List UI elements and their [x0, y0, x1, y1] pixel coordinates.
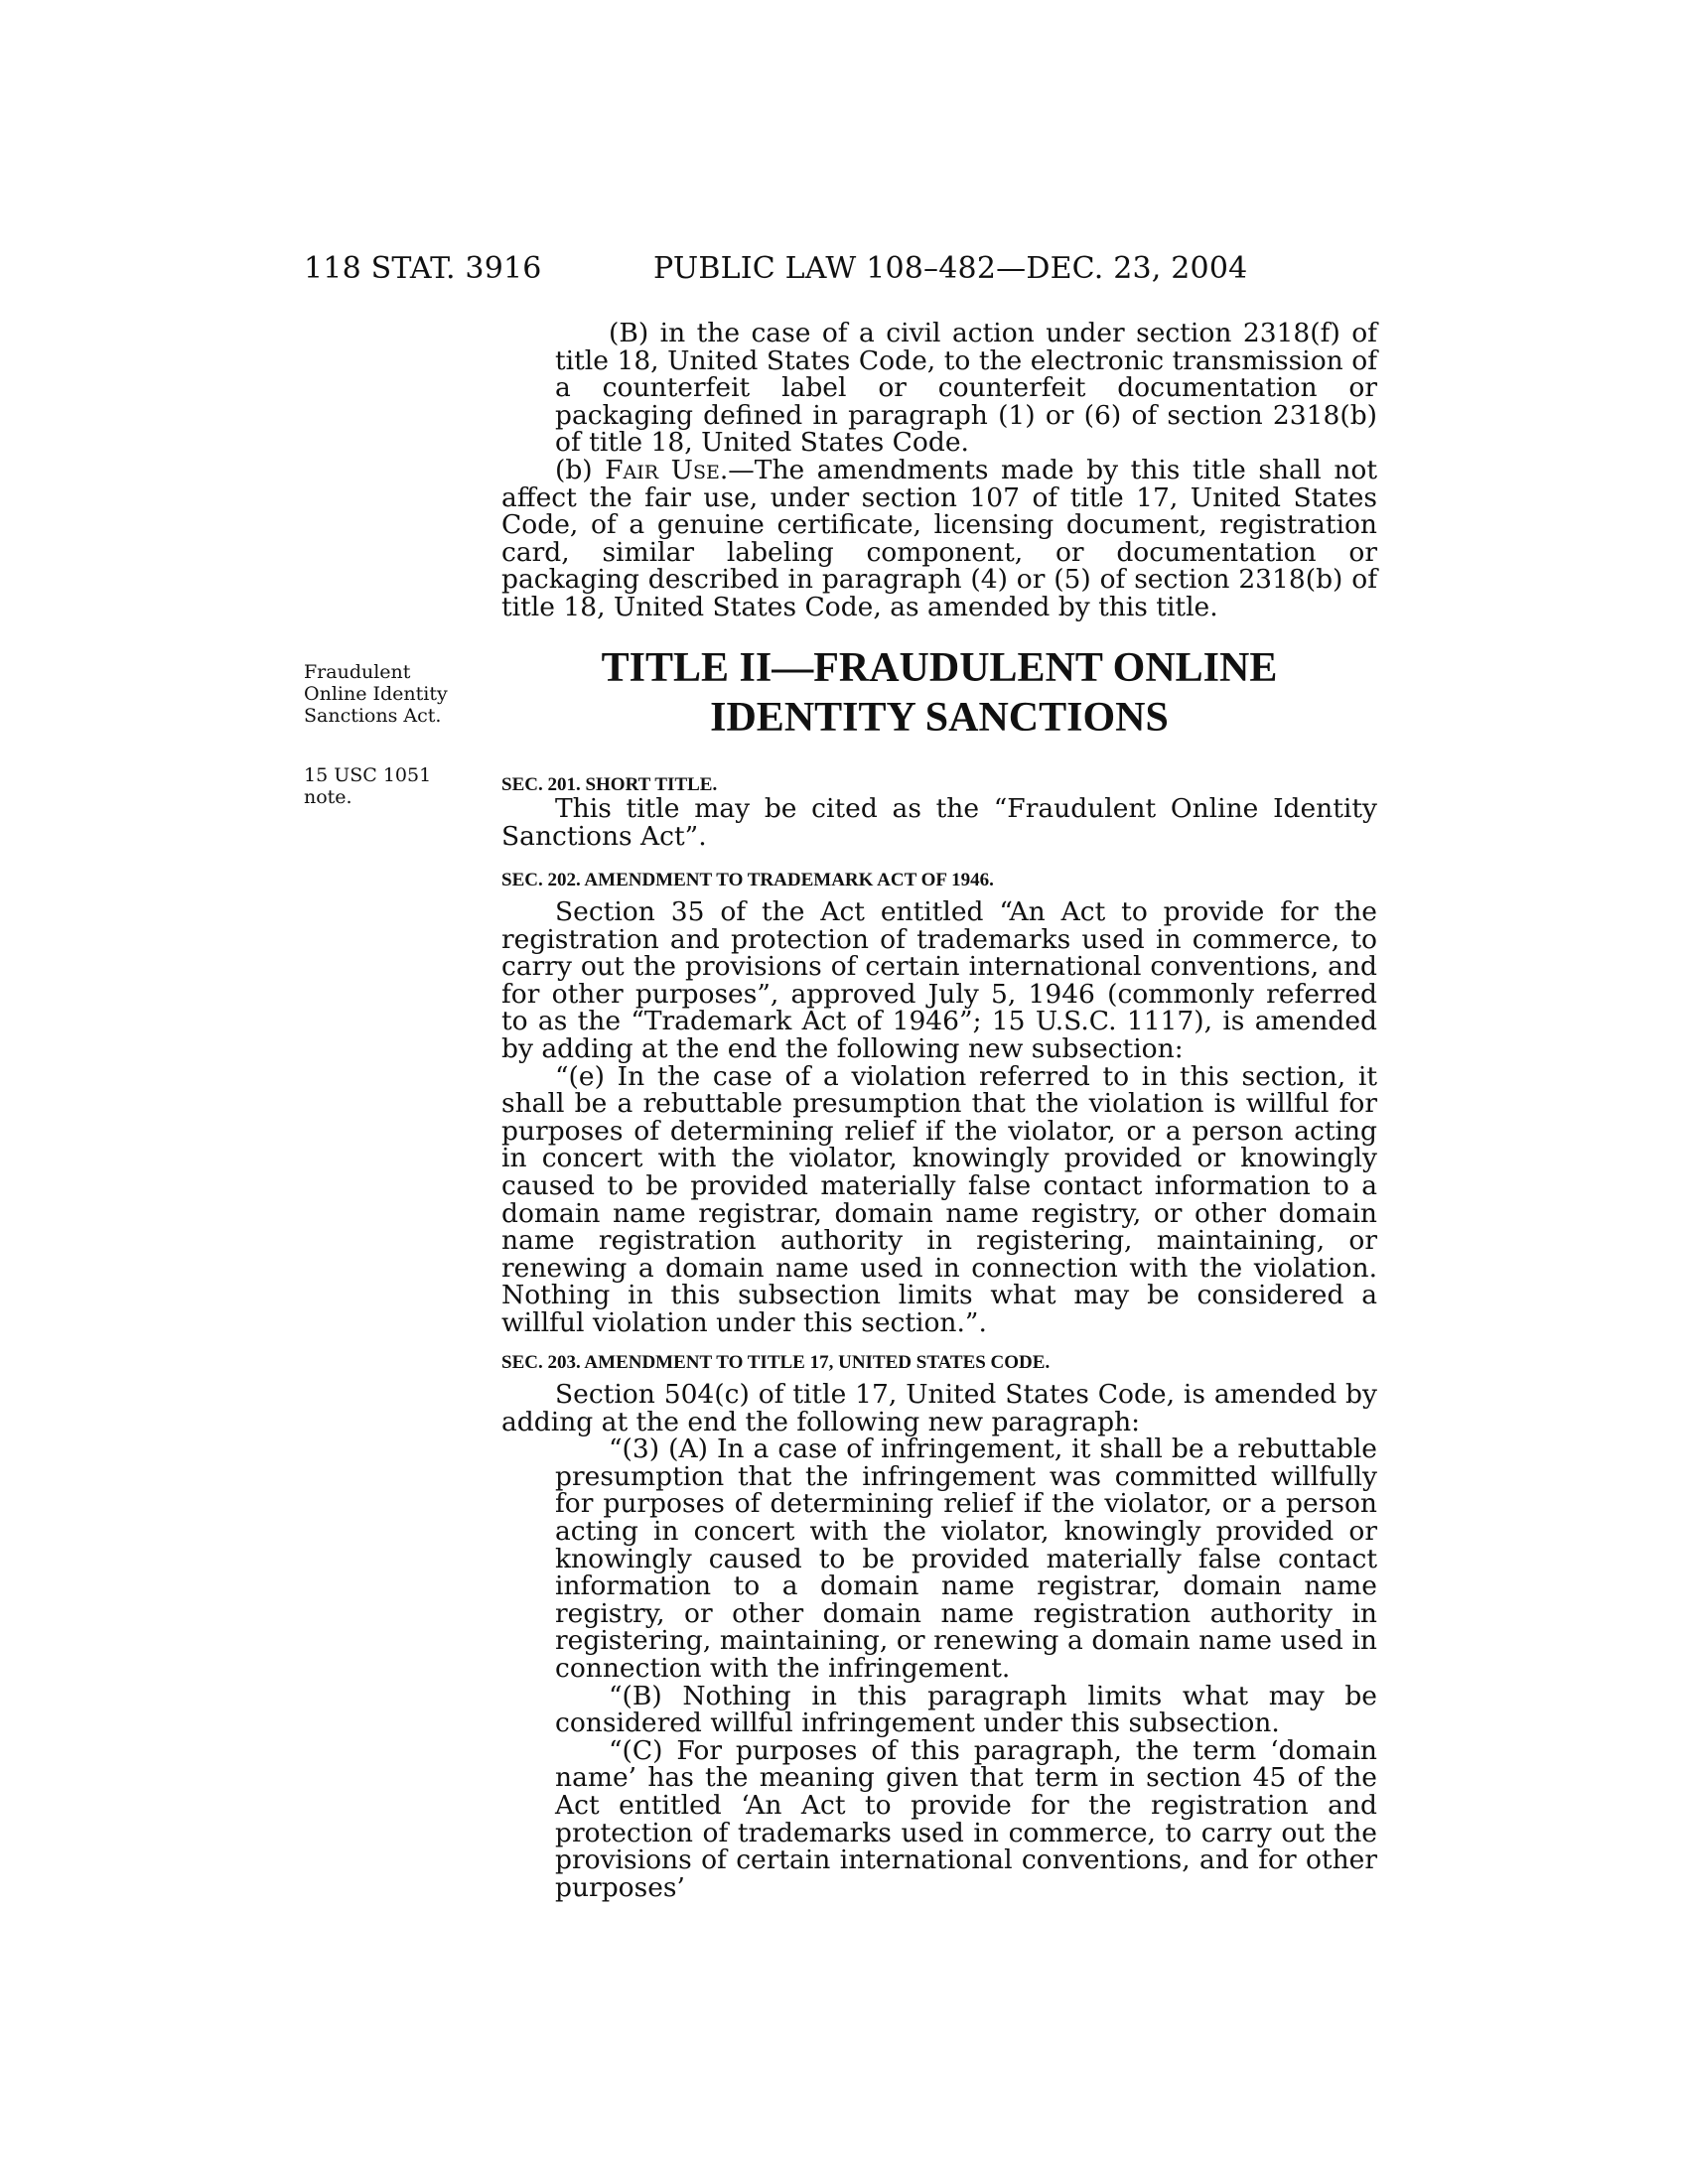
margin-note-line: Fraudulent: [304, 661, 411, 683]
section-202-body: [501, 898, 1377, 1337]
margin-note-line: Online Identity: [304, 683, 448, 705]
fair-use-subsection: [501, 457, 1377, 621]
section-201-body: [501, 795, 1377, 850]
margin-note-line: Sanctions Act.: [304, 705, 442, 727]
margin-note-act-name: [304, 661, 448, 727]
section-203-text: Section 504(c) of title 17, United States Code, is amended by adding at the end the following new paragraph:: [501, 1379, 1377, 1437]
section-201-text: This title may be cited as the “Fraudulent Online Identity Sanctions Act”.: [501, 793, 1377, 852]
section-203-para-C: “(C) For purposes of this paragraph, the term ‘domain name’ has the meaning given that term in section 45 of the Act entitled ‘An Act to provide for the registration and protection of trademarks used in commerce, to carry out the provisions of certain international conventions, and for other purposes’: [555, 1734, 1377, 1903]
margin-note-line: note.: [304, 786, 352, 808]
fair-use-paragraph: [501, 457, 1377, 621]
fair-use-text: .—The amendments made by this title shall not affect the fair use, under section 107 of title 17, United States Code, of a genuine certificate, licensing document, registration card, similar labeling component, or documentation or packaging described in paragraph (4) or (5) of section 2318(b) of title 18, United States Code, as amended by this title.: [501, 455, 1377, 622]
title-line-2: IDENTITY SANCTIONS: [710, 695, 1169, 741]
title-line-1: TITLE II—FRAUDULENT ONLINE: [601, 645, 1278, 691]
section-202-text: Section 35 of the Act entitled “An Act to provide for the registration and protection of trademarks used in commerce, to carry out the provisions of certain international conventions, and for other purposes”, approved July 5, 1946 (commonly referred to as the “Trademark Act of 1946”; 15 U.S.C. 1117), is amended by adding at the end the following new subsection:: [501, 896, 1377, 1064]
section-201-heading: SEC. 201. SHORT TITLE.: [501, 774, 718, 795]
public-law-header: PUBLIC LAW 108–482—DEC. 23, 2004: [653, 251, 1248, 286]
fair-use-prefix: (b): [555, 455, 606, 485]
margin-note-usc: [304, 764, 431, 808]
para-B-text: (B) in the case of a civil action under section 2318(f) of title 18, United States Code, to the electronic transmission of a counterfeit label or counterfeit documentation or packaging defined in paragraph (1) or (6) of section 2318(b) of title 18, United States Code.: [555, 318, 1377, 459]
stat-page-number: 118 STAT. 3916: [304, 251, 542, 286]
section-203-para-A: “(3) (A) In a case of infringement, it shall be a rebuttable presumption that the infringement was committed willfully for purposes of determining relief if the violator, or a person acting in concert with the violator, knowingly provided or knowingly caused to be provided materially false contact information to a domain name registrar, domain name registry, or other domain name registration authority in registering, maintaining, or renewing a domain name used in connection with the infringement.: [555, 1433, 1377, 1684]
fair-use-heading: Fair Use: [605, 455, 720, 485]
margin-note-line: 15 USC 1051: [304, 764, 432, 786]
section-203-body: [501, 1381, 1377, 1901]
section-203-para-B: “(B) Nothing in this paragraph limits what may be considered willful infringement under this subsection.: [555, 1680, 1377, 1739]
section-202-quote: “(e) In the case of a violation referred to in this section, it shall be a rebuttable presumption that the violation is willful for purposes of determining relief if the violator, or a person acting in concert with the violator, knowingly provided or knowingly caused to be provided materially false contact information to a domain name registrar, domain name registry, or other domain name registration authority in registering, maintaining, or renewing a domain name used in connection with the violation. Nothing in this subsection limits what may be considered a willful violation under this section.”.: [501, 1060, 1377, 1338]
section-203-heading: SEC. 203. AMENDMENT TO TITLE 17, UNITED STATES CODE.: [501, 1352, 1051, 1373]
paragraph-b-upper: [501, 320, 1377, 457]
title-heading: [501, 643, 1377, 743]
section-202-heading: SEC. 202. AMENDMENT TO TRADEMARK ACT OF 1946.: [501, 870, 994, 890]
